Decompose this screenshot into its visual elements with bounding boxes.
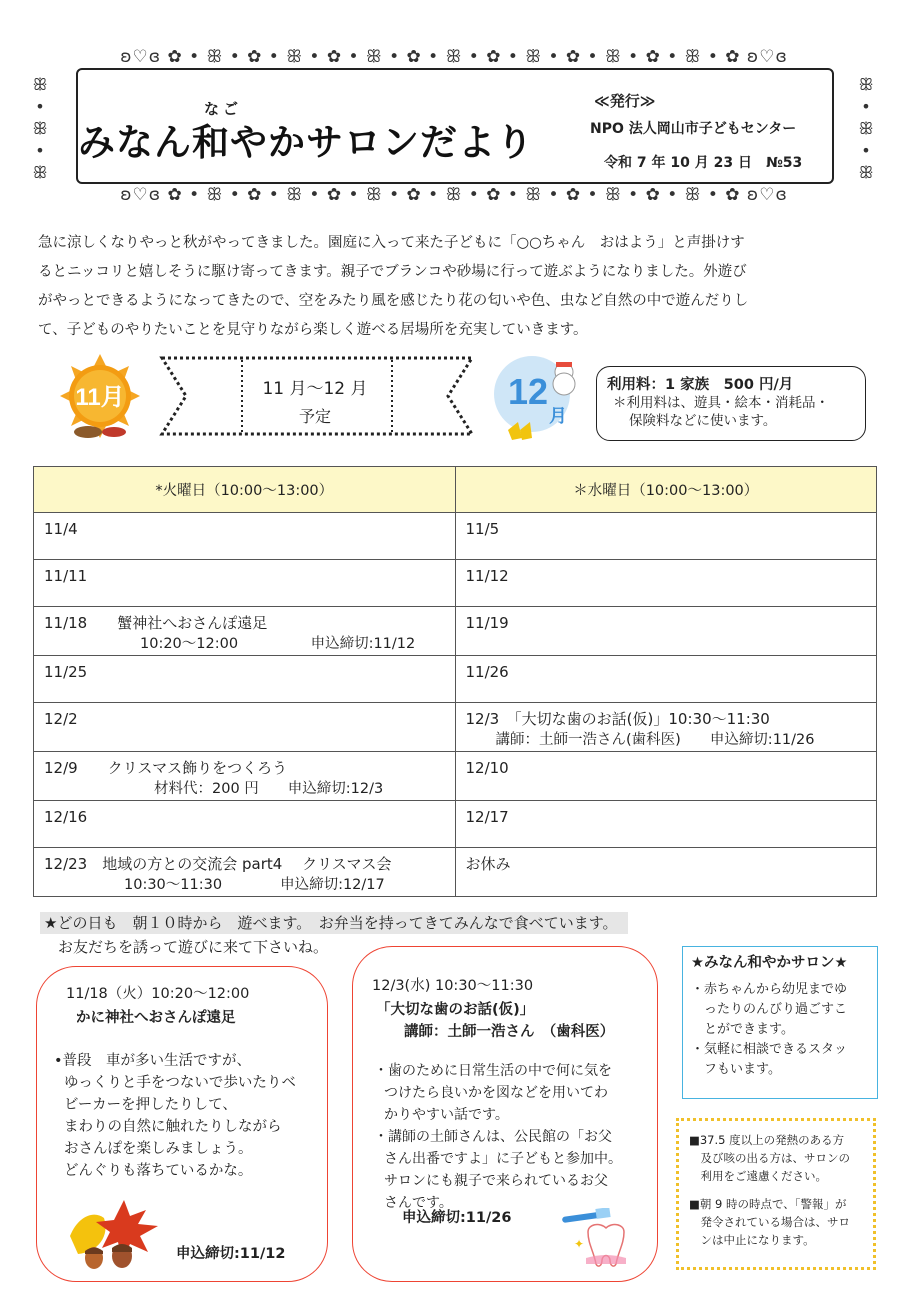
- caution-fever: [689, 1131, 873, 1185]
- caution-line: 発令されている場合は、サロ: [689, 1215, 850, 1229]
- cell-main: 12/9 クリスマス飾りをつくろう: [44, 759, 288, 777]
- caution-line: ■朝 9 時の時点で、「警報」が: [689, 1197, 847, 1211]
- tuesday-cell: [34, 752, 456, 801]
- header-border-bottom: ʚ♡ɞ ✿ • ꕥ • ✿ • ꕥ • ✿ • ꕥ • ✿ • ꕥ • ✿ • ꕥ • ✿ • ꕥ • ✿ • ꕥ • ✿ ʚ♡ɞ: [120, 185, 788, 205]
- event-body-line: つけたら良いかを図などを用いてわ: [384, 1085, 608, 1101]
- page-title: みなん和やかサロンだより: [78, 121, 534, 164]
- table-header-row: [34, 467, 877, 513]
- issuer-label: ≪発行≫: [594, 92, 656, 110]
- cell-sub: 講師：土師一浩さん(歯科医) 申込締切:11/26: [495, 732, 815, 748]
- title-ruby: なご: [204, 100, 243, 118]
- event-body-line: さん出番ですよ」に子どもと参加中。: [384, 1151, 622, 1167]
- intro-line: 急に涼しくなりやっと秋がやってきました。園庭に入って来た子どもに「○○ちゃん おはよう」と声掛けす: [38, 235, 745, 251]
- tuesday-cell: [34, 848, 456, 897]
- event-body-line: どんぐりも落ちているかな。: [64, 1163, 253, 1179]
- cell-sub: 10:30～11:30 申込締切:12/17: [124, 877, 385, 893]
- november-badge-icon: [58, 352, 142, 440]
- fee-note-line: 保険料などに使います。: [629, 413, 777, 429]
- event-deadline: 申込締切:11/26: [402, 1210, 512, 1226]
- wednesday-cell: [455, 513, 877, 560]
- tuesday-cell: [34, 801, 456, 848]
- tuesday-cell: [34, 513, 456, 560]
- event-body: [374, 1060, 622, 1214]
- table-row: [34, 752, 877, 801]
- banner-months: 11 月～12 月: [262, 379, 368, 399]
- cell-main: 12/3 「大切な歯のお話(仮)」10:30～11:30: [465, 710, 770, 728]
- salon-item: とができます。: [691, 1022, 794, 1037]
- cell-main: お休み: [465, 855, 511, 873]
- cell-main: 12/10: [465, 759, 509, 777]
- salon-item: フもいます。: [691, 1062, 781, 1077]
- caution-box: [676, 1118, 876, 1270]
- wednesday-cell: [455, 801, 877, 848]
- table-row: [34, 513, 877, 560]
- december-badge-icon: [488, 350, 584, 446]
- event-body-line: •普段 車が多い生活ですが、: [54, 1053, 252, 1069]
- cell-main: 11/18 蟹神社へおさんぽ遠足: [44, 614, 268, 632]
- event-lecturer: 講師：土師一浩さん （歯科医）: [404, 1024, 615, 1040]
- event-body-line: おさんぽを楽しみましょう。: [64, 1141, 253, 1157]
- tuesday-cell: [34, 607, 456, 656]
- event-body-line: まわりの自然に触れたりしながら: [64, 1119, 282, 1135]
- event-body-line: ビーカーを押したりして、: [64, 1097, 237, 1113]
- fee-note-line: ＊利用料は、遊具・絵本・消耗品・: [613, 395, 829, 411]
- issuer-name: NPO 法人岡山市子どもセンター: [590, 121, 797, 137]
- wednesday-cell: [455, 752, 877, 801]
- cell-main: 11/11: [44, 567, 88, 585]
- event-body: [54, 1050, 296, 1182]
- cell-sub: 材料代：200 円 申込締切:12/3: [154, 781, 384, 797]
- cell-main: 12/2: [44, 710, 78, 728]
- caution-line: ンは中止になります。: [689, 1233, 815, 1247]
- dec-badge-unit: 月: [549, 406, 567, 427]
- banner-schedule-label: 予定: [298, 407, 331, 426]
- autumn-leaves-icon: [64, 1196, 168, 1272]
- intro-line: がやっとできるようになってきたので、空をみたり風を感じたり花の匂いや色、虫など自然の中で遊んだりし: [38, 293, 749, 309]
- intro-line: て、子どものやりたいことを見守りながら楽しく遊べる居場所を充実していきます。: [38, 322, 588, 338]
- event-body-line: ・歯のために日常生活の中で何に気を: [374, 1063, 612, 1079]
- nov-badge-text: 11月: [75, 384, 125, 411]
- salon-item: ・気軽に相談できるスタッ: [691, 1042, 848, 1057]
- cell-main: 11/12: [465, 567, 509, 585]
- header-border-left: ꕥ • ꕥ • ꕥ: [32, 75, 48, 182]
- issue-date: 令和 7 年 10 月 23 日 №53: [604, 155, 803, 171]
- cell-main: 11/5: [465, 520, 500, 538]
- table-row: [34, 703, 877, 752]
- notice-line: ★どの日も 朝１０時から 遊べます。 お弁当を持ってきてみんなで食べています。: [40, 912, 628, 934]
- wednesday-cell: [455, 607, 877, 656]
- cell-main: 11/26: [465, 663, 509, 681]
- schedule-table: [33, 466, 877, 897]
- salon-item: ・赤ちゃんから幼児までゆ: [691, 982, 848, 997]
- event-title: 11/18（火）10:20～12:00: [66, 986, 250, 1002]
- table-row: [34, 656, 877, 703]
- caution-line: 及び咳の出る方は、サロンの: [689, 1151, 850, 1165]
- cell-sub: 10:20～12:00 申込締切:11/12: [140, 636, 416, 652]
- tuesday-cell: [34, 656, 456, 703]
- cell-main: 12/17: [465, 808, 509, 826]
- event-subtitle: かに神社へおさんぽ遠足: [76, 1010, 236, 1026]
- event-body-line: ・講師の土師さんは、公民館の「お父: [374, 1129, 612, 1145]
- caution-line: 利用をご遠慮ください。: [689, 1169, 827, 1183]
- dec-badge-number: 12: [507, 371, 549, 412]
- event-body-line: かりやすい話です。: [384, 1107, 509, 1123]
- table-row: [34, 801, 877, 848]
- cell-main: 11/4: [44, 520, 78, 538]
- event-subtitle: 「大切な歯のお話(仮)」: [376, 1002, 535, 1018]
- wednesday-cell: [455, 703, 877, 752]
- cell-main: 11/19: [465, 614, 509, 632]
- salon-title: ★みなん和やかサロン★: [691, 955, 848, 971]
- wednesday-cell: [455, 656, 877, 703]
- event-body-line: ゆっくりと手をつないで歩いたりベ: [64, 1075, 296, 1091]
- fee-title: 利用料：1 家族 500 円/月: [607, 377, 794, 393]
- wednesday-cell: [455, 848, 877, 897]
- header-wednesday: ＊水曜日（10:00～13:00）: [455, 467, 877, 513]
- salon-item: ったりのんびり過ごすこ: [691, 1002, 848, 1017]
- event-deadline: 申込締切:11/12: [176, 1246, 286, 1262]
- intro-line: るとニッコリと嬉しそうに駆け寄ってきます。親子でブランコや砂場に行って遊ぶようになりました。外遊び: [38, 264, 747, 280]
- tuesday-cell: [34, 703, 456, 752]
- cell-main: 11/25: [44, 663, 88, 681]
- table-row: [34, 560, 877, 607]
- caution-warning: [689, 1195, 873, 1249]
- event-title: 12/3(水) 10:30～11:30: [372, 978, 534, 994]
- event-body-line: さんです。: [384, 1195, 453, 1211]
- event-body-line: サロンにも親子で来られているお父: [384, 1173, 608, 1189]
- svg-text:✦: ✦: [574, 1237, 585, 1251]
- salon-info-box: [682, 946, 878, 1099]
- tuesday-cell: [34, 560, 456, 607]
- caution-line: ■37.5 度以上の発熱のある方: [689, 1133, 845, 1147]
- tooth-toothbrush-icon: [560, 1208, 638, 1268]
- cell-main: 12/23 地域の方との交流会 part4 クリスマス会: [44, 855, 392, 873]
- table-row: [34, 607, 877, 656]
- fee-box: [596, 366, 866, 441]
- header-tuesday: *火曜日（10:00～13:00）: [34, 467, 456, 513]
- intro-paragraph: [38, 229, 878, 345]
- table-row: [34, 848, 877, 897]
- wednesday-cell: [455, 560, 877, 607]
- header-border-top: ʚ♡ɞ ✿ • ꕥ • ✿ • ꕥ • ✿ • ꕥ • ✿ • ꕥ • ✿ • ꕥ • ✿ • ꕥ • ✿ • ꕥ • ✿ ʚ♡ɞ: [120, 47, 788, 67]
- header-border-right: ꕥ • ꕥ • ꕥ: [858, 75, 874, 182]
- cell-main: 12/16: [44, 808, 88, 826]
- notice-line: お友だちを誘って遊びに来て下さいね。: [58, 938, 329, 956]
